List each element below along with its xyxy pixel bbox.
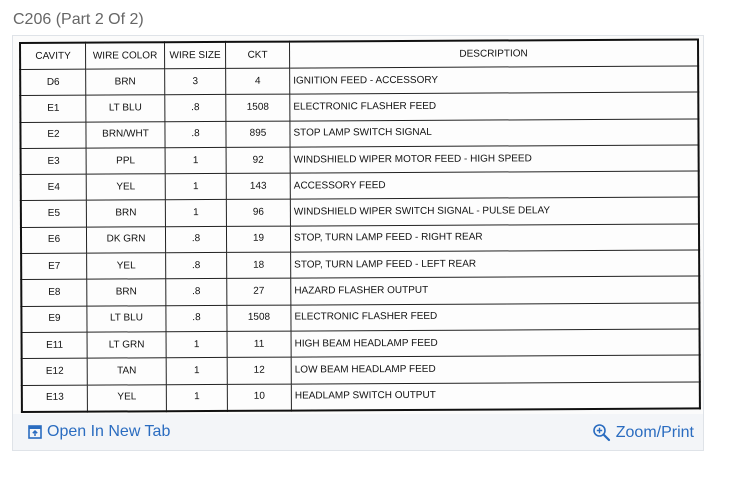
- ckt-cell: 18: [227, 252, 291, 279]
- zoom-magnifier-icon: [592, 423, 611, 442]
- diagram-frame: [12, 35, 704, 451]
- ckt-cell: 895: [226, 121, 290, 148]
- table-row: [20, 92, 698, 122]
- table-body: [20, 66, 700, 412]
- table-row: [21, 250, 699, 280]
- ckt-cell: 10: [227, 384, 291, 411]
- description-cell: WINDSHIELD WIPER SWITCH SIGNAL - PULSE DELAY: [290, 197, 699, 225]
- zoom-print-label: Zoom/Print: [615, 423, 694, 441]
- wire-size-cell: .8: [165, 95, 226, 122]
- ckt-cell: 96: [226, 200, 290, 227]
- wire-color-cell: YEL: [86, 174, 165, 201]
- table-header-row: [20, 39, 698, 69]
- wire-color-cell: LT GRN: [87, 332, 166, 359]
- cavity-cell: E4: [21, 174, 87, 201]
- description-cell: LOW BEAM HEADLAMP FEED: [291, 355, 700, 383]
- header-ckt: CKT: [226, 42, 290, 69]
- header-wire-size: WIRE SIZE: [165, 42, 226, 69]
- wire-size-cell: .8: [165, 226, 226, 253]
- wire-size-cell: 1: [165, 200, 226, 227]
- ckt-cell: 143: [226, 173, 290, 200]
- wire-size-cell: .8: [166, 279, 227, 306]
- cavity-cell: E12: [22, 358, 88, 385]
- wire-size-cell: 1: [166, 331, 227, 358]
- ckt-cell: 11: [227, 331, 291, 358]
- wire-size-cell: 1: [166, 384, 227, 411]
- wire-color-cell: DK GRN: [86, 227, 165, 254]
- diagram-image[interactable]: [13, 36, 703, 414]
- cavity-cell: E5: [21, 201, 87, 228]
- wire-color-cell: BRN: [86, 69, 165, 96]
- diagram-caption: C206 (Part 2 Of 2): [13, 11, 144, 28]
- open-in-new-tab-icon: [28, 425, 42, 439]
- wire-color-cell: PPL: [86, 148, 165, 175]
- ckt-cell: 92: [226, 147, 290, 174]
- wire-color-cell: LT BLU: [86, 95, 165, 122]
- wire-size-cell: 1: [166, 358, 227, 385]
- table-row: [21, 303, 699, 333]
- table-row: [20, 119, 698, 149]
- zoom-print-link[interactable]: [592, 423, 694, 442]
- cavity-cell: E13: [22, 385, 88, 412]
- wire-color-cell: LT BLU: [87, 305, 166, 332]
- table-row: [22, 355, 700, 385]
- description-cell: STOP, TURN LAMP FEED - RIGHT REAR: [290, 224, 699, 252]
- cavity-cell: E1: [20, 95, 86, 122]
- table-row: [22, 329, 700, 359]
- ckt-cell: 1508: [226, 94, 290, 121]
- header-description: DESCRIPTION: [290, 39, 699, 68]
- cavity-cell: E11: [22, 332, 88, 359]
- cavity-cell: D6: [20, 69, 86, 96]
- cavity-cell: E8: [21, 280, 87, 307]
- cavity-cell: E2: [20, 122, 86, 149]
- wire-color-cell: TAN: [87, 358, 166, 385]
- wire-color-cell: BRN: [87, 279, 166, 306]
- connector-table: [19, 38, 701, 412]
- wire-color-cell: BRN: [86, 200, 165, 227]
- footer-bar: [13, 414, 703, 450]
- ckt-cell: 12: [227, 357, 291, 384]
- table-row: [21, 197, 699, 227]
- ckt-cell: 27: [227, 278, 291, 305]
- description-cell: HIGH BEAM HEADLAMP FEED: [291, 329, 700, 357]
- description-cell: ACCESSORY FEED: [290, 171, 699, 199]
- header-cavity: CAVITY: [20, 43, 86, 70]
- wire-size-cell: 1: [165, 174, 226, 201]
- wire-color-cell: YEL: [87, 384, 166, 411]
- wire-size-cell: 3: [165, 68, 226, 95]
- description-cell: STOP, TURN LAMP FEED - LEFT REAR: [291, 250, 700, 278]
- cavity-cell: E6: [21, 227, 87, 254]
- description-cell: WINDSHIELD WIPER MOTOR FEED - HIGH SPEED: [290, 145, 699, 173]
- table-row: [21, 171, 699, 201]
- wire-size-cell: .8: [166, 252, 227, 279]
- wire-size-cell: .8: [165, 121, 226, 148]
- open-in-new-tab-label: Open In New Tab: [47, 423, 171, 440]
- description-cell: ELECTRONIC FLASHER FEED: [290, 92, 699, 120]
- description-cell: IGNITION FEED - ACCESSORY: [290, 66, 699, 94]
- wire-color-cell: YEL: [87, 253, 166, 280]
- table-row: [22, 382, 700, 412]
- cavity-cell: E7: [21, 253, 87, 280]
- table-row: [21, 145, 699, 175]
- ckt-cell: 19: [226, 226, 290, 253]
- table-row: [21, 224, 699, 254]
- description-cell: HEADLAMP SWITCH OUTPUT: [291, 382, 700, 411]
- cavity-cell: E3: [21, 148, 87, 175]
- description-cell: ELECTRONIC FLASHER FEED: [291, 303, 700, 331]
- ckt-cell: 4: [226, 68, 290, 95]
- table-row: [20, 66, 698, 96]
- cavity-cell: E9: [21, 306, 87, 333]
- wire-color-cell: BRN/WHT: [86, 121, 165, 148]
- ckt-cell: 1508: [227, 305, 291, 332]
- description-cell: STOP LAMP SWITCH SIGNAL: [290, 119, 699, 147]
- wire-size-cell: .8: [166, 305, 227, 332]
- open-in-new-tab-link[interactable]: [28, 423, 170, 441]
- header-wire-color: WIRE COLOR: [86, 42, 165, 69]
- table-row: [21, 276, 699, 306]
- description-cell: HAZARD FLASHER OUTPUT: [291, 276, 700, 304]
- wire-size-cell: 1: [165, 147, 226, 174]
